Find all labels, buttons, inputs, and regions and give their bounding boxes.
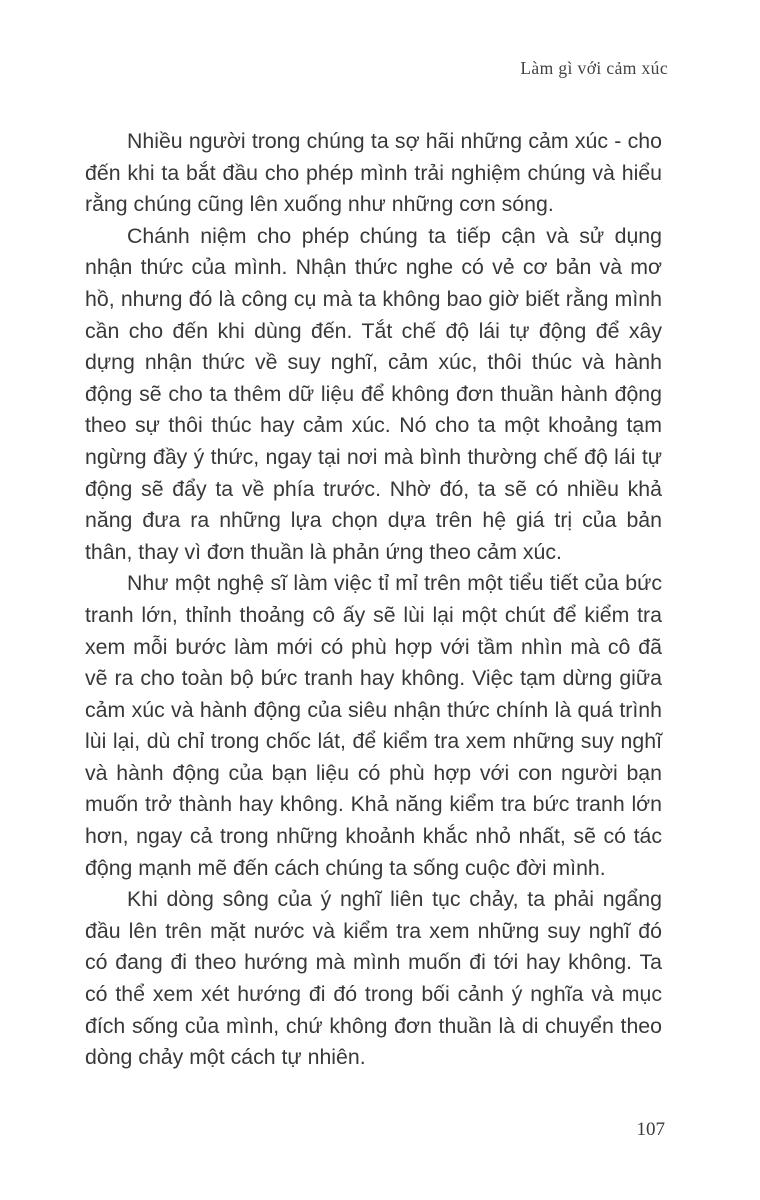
- paragraph-4: Khi dòng sông của ý nghĩ liên tục chảy, ta phải ngẩng đầu lên trên mặt nước và kiểm tra xem những suy nghĩ đó có đang đi theo hướng mà mình muốn đi tới hay không. Ta có thể xem xét hướng đi đó trong bối cảnh ý nghĩa và mục đích sống của mình, chứ không đơn thuần là di chuyển theo dòng chảy một cách tự nhiên.: [85, 887, 662, 1070]
- paragraph-1: Nhiều người trong chúng ta sợ hãi những cảm xúc - cho đến khi ta bắt đầu cho phép mình trải nghiệm chúng và hiểu rằng chúng cũng lên xuống như những cơn sóng.: [85, 129, 662, 217]
- paragraph-3: Như một nghệ sĩ làm việc tỉ mỉ trên một tiểu tiết của bức tranh lớn, thỉnh thoảng cô ấy sẽ lùi lại một chút để kiểm tra xem mỗi bước làm mới có phù hợp với tầm nhìn mà cô đã vẽ ra cho toàn bộ bức tranh hay không. Việc tạm dừng giữa cảm xúc và hành động của siêu nhận thức chính là quá trình lùi lại, dù chỉ trong chốc lát, để kiểm tra xem những suy nghĩ và hành động của bạn liệu có phù hợp với con người bạn muốn trở thành hay không. Khả năng kiểm tra bức tranh lớn hơn, ngay cả trong những khoảnh khắc nhỏ nhất, sẽ có tác động mạnh mẽ đến cách chúng ta sống cuộc đời mình.: [85, 571, 662, 880]
- page-number: 107: [636, 1119, 665, 1140]
- running-header-title: Làm gì với cảm xúc: [520, 58, 668, 78]
- page-body: [85, 126, 662, 1074]
- paragraph-2: Chánh niệm cho phép chúng ta tiếp cận và sử dụng nhận thức của mình. Nhận thức nghe có vẻ cơ bản và mơ hồ, nhưng đó là công cụ mà ta không bao giờ biết rằng mình cần cho đến khi dùng đến. Tắt chế độ lái tự động để xây dựng nhận thức về suy nghĩ, cảm xúc, thôi thúc và hành động sẽ cho ta thêm dữ liệu để không đơn thuần hành động theo sự thôi thúc hay cảm xúc. Nó cho ta một khoảng tạm ngừng đầy ý thức, ngay tại nơi mà bình thường chế độ lái tự động sẽ đẩy ta về phía trước. Nhờ đó, ta sẽ có nhiều khả năng đưa ra những lựa chọn dựa trên hệ giá trị của bản thân, thay vì đơn thuần là phản ứng theo cảm xúc.: [85, 223, 662, 564]
